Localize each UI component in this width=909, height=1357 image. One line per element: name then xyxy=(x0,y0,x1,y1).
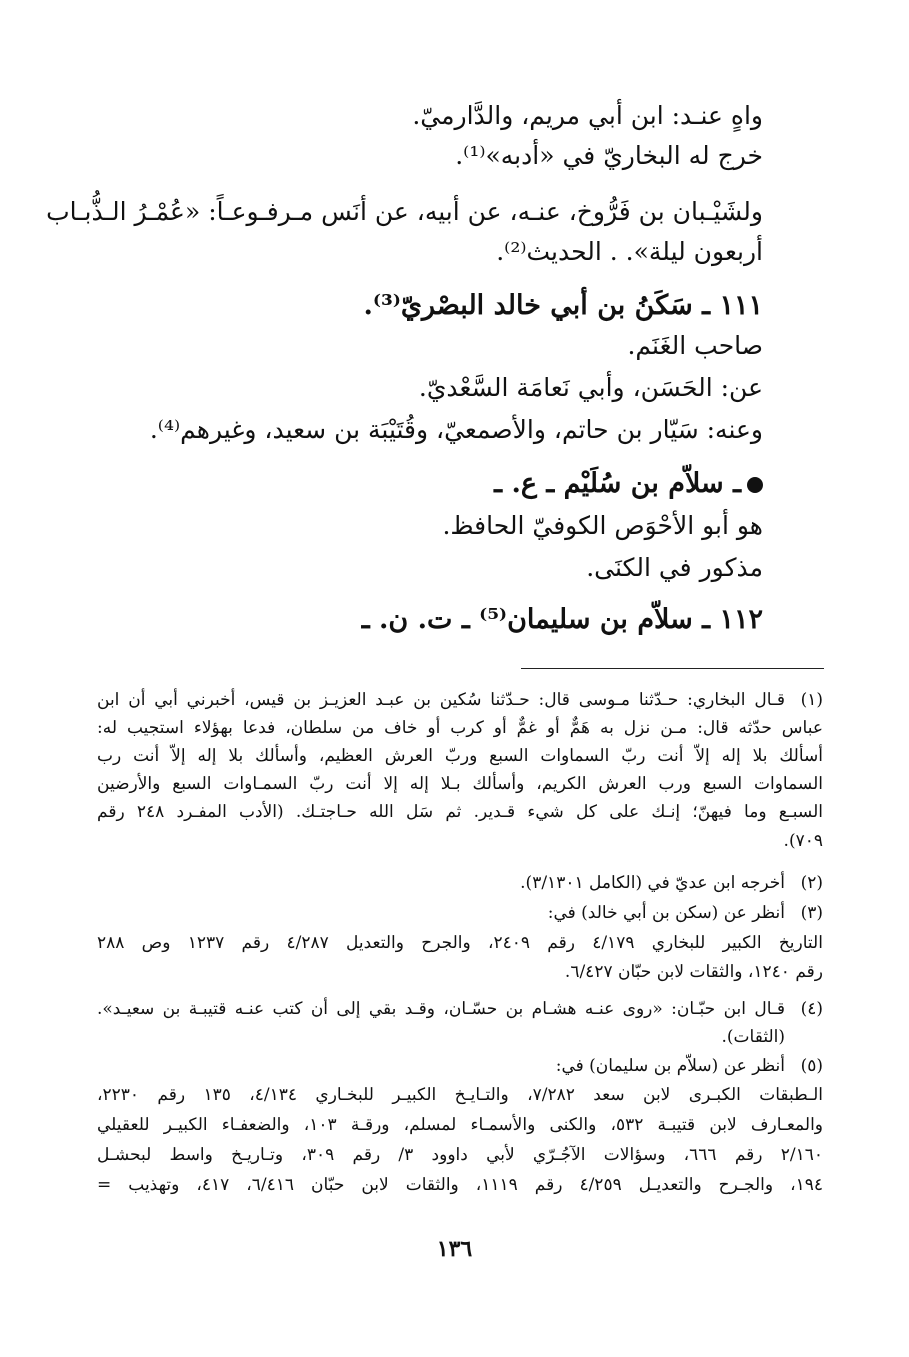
footnote-2-text: أخرجه ابن عديّ في (الكامل ٣/١٣٠١). xyxy=(520,873,785,893)
footnote-4-number: (٤) xyxy=(800,999,823,1019)
footnote-separator xyxy=(521,668,824,669)
footnote-4-line-2: (الثقات). xyxy=(721,1027,785,1047)
footnote-3-line-2: التاريخ الكبير للبخاري ٤/١٧٩ رقم ٢٤٠٩، والجرح والتعديل ٤/٢٨٧ رقم ١٢٣٧ وص ٢٨٨ xyxy=(97,933,823,953)
main-line-3: ولشَيْـبان بن فَرُّوخ، عنـه، عن أبيه، عن أنَس مـرفـوعـاً: «عُمْـرُ الـذُّبـاب xyxy=(46,197,763,226)
entry-sallam-line-2: مذكور في الكنَى. xyxy=(586,553,763,582)
footnote-3-number: (٣) xyxy=(800,903,823,923)
entry-111-line-2: عن: الحَسَن، وأبي نَعامَة السَّعْديّ. xyxy=(418,373,763,402)
footnote-1-line-6: ٧٠٩). xyxy=(783,831,823,851)
footnote-5-number: (٥) xyxy=(800,1056,823,1076)
entry-111-line-3: وعنه: سَيّار بن حاتم، والأصمعيّ، وقُتَيْبَة بن سعيد، وغيرهم⁽⁴⁾. xyxy=(149,415,763,444)
footnote-1-line-4: السماوات السبع ورب العرش الكريم، وأسألك بـلا إله إلا أنت ربّ السمـاوات السبع والأرضين xyxy=(97,774,823,794)
footnote-1-line-3: أسألك بلا إله إلاّ أنت ربّ السماوات السبع وربّ العرش العظيم، وأسألك بلا إله إلاّ أنت رب xyxy=(97,746,823,766)
entry-heading-111: ١١١ ـ سَكَنُ بن أبي خالد البصْريّ⁽³⁾. xyxy=(363,290,763,321)
entry-heading-sallam xyxy=(83,462,763,506)
footnote-5-line-1: أنظر عن (سلاّم بن سليمان) في: xyxy=(555,1056,785,1076)
footnote-1-line-5: السبـع وما فيهنّ؛ إنـك على كل شيء قـدير. ثم سَل الله حـاجتـك. (الأدب المفـرد ٢٤٨ رقم xyxy=(97,802,823,822)
footnote-3-line-3: رقم ١٢٤٠، والثقات لابن حبّان ٦/٤٢٧. xyxy=(564,962,823,982)
footnote-1-line-2: عباس حدّثه قال: مـن نزل به هَمٌّ أو غمٌّ أو كرب أو خاف من سلطان، فدعا بهؤلاء استجيب له: xyxy=(97,718,823,738)
footnote-5-line-3: والمعـارف لابن قتيبـة ٥٣٢، والكنى والأسمـاء لمسلم، ورقـة ١٠٣، والضعفـاء الكبيـر للعقيلي xyxy=(97,1115,823,1135)
entry-heading-112: ١١٢ ـ سلاّم بن سليمان⁽⁵⁾ ـ ت. ن. ـ xyxy=(361,604,763,635)
entry-sallam-title: ـ سلاّم بن سُلَيْم ـ ع. ـ xyxy=(494,468,741,499)
footnote-4-line-1: قـال ابن حبّـان: «روى عنـه هشـام بن حسّـان، وقـد بقي إلى أن كتب عنـه قتيبـة بن سعيـد». xyxy=(97,999,785,1019)
footnote-1-line-1: قـال البخاري: حـدّثنا مـوسى قال: حـدّثنا سُكين بن عبـد العزيـز بن قيس، أخبرني أبي أن ابن xyxy=(97,690,785,710)
footnote-5-line-4: ٢/١٦٠ رقم ٦٦٦، وسؤالات الآجُـرّي لأبي داوود ٣/ رقم ٣٠٩، وتـاريـخ واسط لبحشـل xyxy=(97,1145,823,1165)
bullet-icon xyxy=(747,477,763,493)
entry-111-line-1: صاحب الغَنَم. xyxy=(627,331,763,360)
main-line-1: واهٍ عنـد: ابن أبي مريم، والدَّارميّ. xyxy=(412,101,763,130)
footnote-2-number: (٢) xyxy=(800,873,823,893)
entry-sallam-line-1: هو أبو الأحْوَص الكوفيّ الحافظ. xyxy=(442,511,763,540)
main-line-2: خرج له البخاريّ في «أدبه»⁽¹⁾. xyxy=(455,141,763,170)
footnote-3-line-1: أنظر عن (سكن بن أبي خالد) في: xyxy=(547,903,785,923)
main-line-4: أربعون ليلة». . الحديث⁽²⁾. xyxy=(496,237,763,266)
page-number: ١٣٦ xyxy=(436,1236,473,1262)
footnote-5-line-2: الـطبقات الكبـرى لابن سعد ٧/٢٨٢، والتـايـخ الكبيـر للبخـاري ٤/١٣٤، ١٣٥ رقم ٢٢٣٠، xyxy=(97,1085,823,1105)
footnote-1-number: (١) xyxy=(800,690,823,710)
footnote-5-line-5: ١٩٤، والجـرح والتعديـل ٤/٢٥٩ رقم ١١١٩، والثقات لابن حبّان ٦/٤١٦، ٤١٧، وتهذيب = xyxy=(97,1175,823,1195)
